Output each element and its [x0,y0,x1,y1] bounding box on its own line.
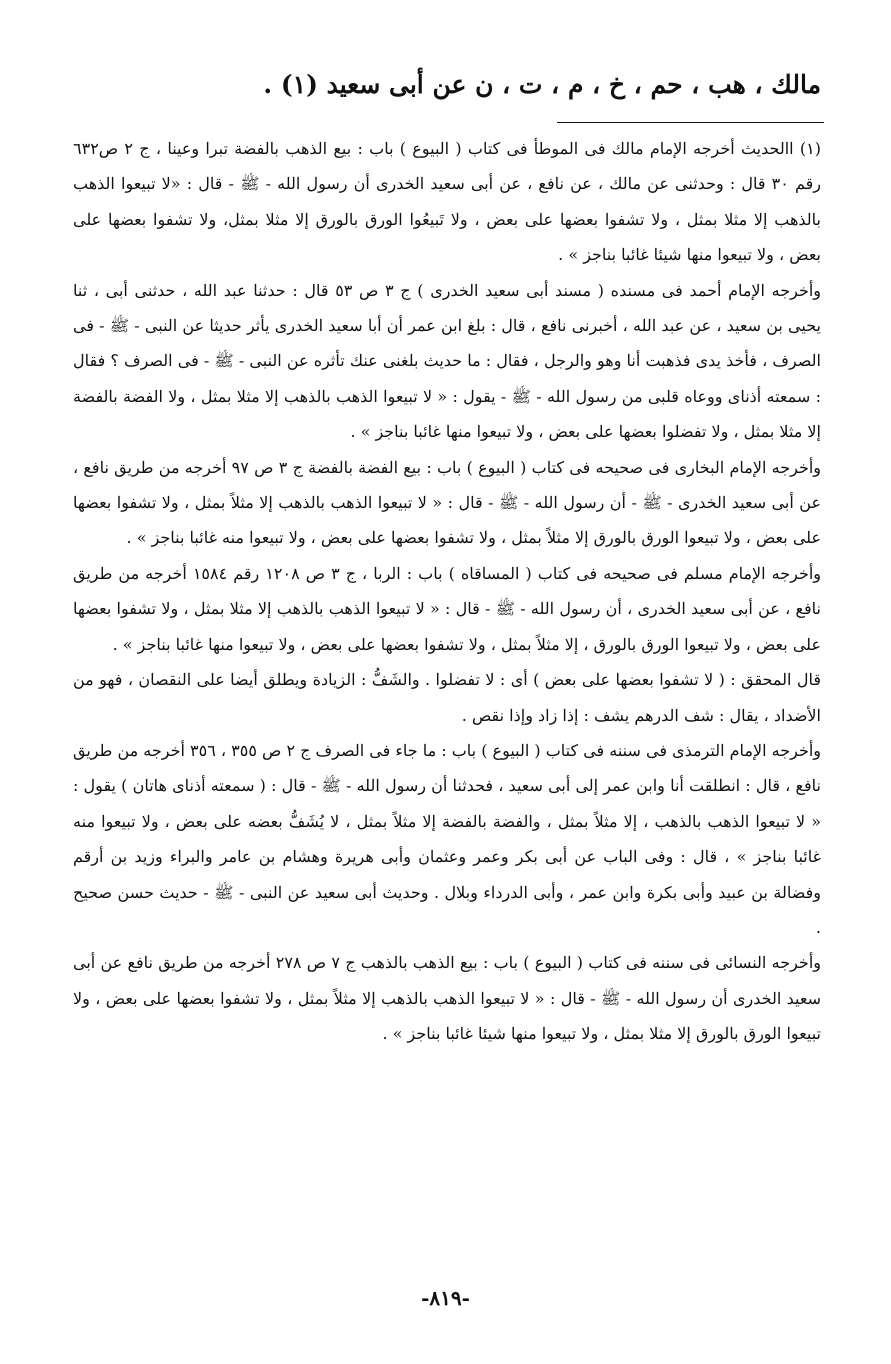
footnote-body [73,131,821,1052]
footnote-paragraph-malik: (١) االحديث أخرجه الإمام مالك فى الموطأ فى كتاب ( البيوع ) باب : بيع الذهب بالفضة تبرا وعينا ، ج ٢ ص٦٣٢ رقم ٣٠ قال : وحدثنى عن مالك ، عن نافع ، عن أبى سعيد الخدرى أن رسول الله - ﷺ - قال : «لا تبيعوا الذهب بالذهب إلا مثلا بمثل ، ولا تشفوا بعضها على بعض ، ولا تَبيعُوا الورق بالورق إلا مثلا بمثل، ولا تشفوا بعضها على بعض ، ولا تبيعوا منها شيئا غائبا بناجز » . [73,139,822,265]
footnote-paragraph-tirmidhi: وأخرجه الإمام الترمذى فى سننه فى كتاب ( البيوع ) باب : ما جاء فى الصرف ج ٢ ص ٣٥٥ ، ٣٥٦ أخرجه من طريق نافع ، قال : انطلقت أنا وابن عمر إلى أبى سعيد ، فحدثنا أن رسول الله - ﷺ - قال : ( سمعته أذناى هاتان ) يقول : « لا تبيعوا الذهب بالذهب ، إلا مثلاً بمثل ، والفضة بالفضة إلا مثلاً بمثل ، لا يُشَفُّ بعضه على بعض ، ولا تبيعوا منه غائبا بناجز » ، قال : وفى الباب عن أبى بكر وعمر وعثمان وأبى هريرة وهشام بن عامر والبراء وزيد بن أرقم وفضالة بن عبيد وأبى بكرة وابن عمر ، وأبى الدرداء وبلال . وحديث أبى سعيد عن النبى - ﷺ - حديث حسن صحيح . [73,740,822,937]
footnote-paragraph-nasai: وأخرجه النسائى فى سننه فى كتاب ( البيوع ) باب : بيع الذهب بالذهب ج ٧ ص ٢٧٨ أخرجه من طريق نافع عن أبى سعيد الخدرى أن رسول الله - ﷺ - قال : « لا تبيعوا الذهب بالذهب إلا مثلاً بمثل ، ولا تشفوا بعضها على بعض ، ولا تبيعوا الورق بالورق إلا مثلا بمثل ، ولا تبيعوا منها شيئا غائبا بناجز » . [73,953,821,1044]
page-number: -٨١٩- [421,1286,470,1310]
footnote-separator-rule [557,122,824,123]
footnote-paragraph-bukhari: وأخرجه الإمام البخارى فى صحيحه فى كتاب ( البيوع ) باب : بيع الفضة بالفضة ج ٣ ص ٩٧ أخرجه من طريق نافع ، عن أبى سعيد الخدرى - ﷺ - أن رسول الله - ﷺ - قال : « لا تبيعوا الذهب بالذهب إلا مثلاً بمثل ، ولا تشفوا بعضها على بعض ، ولا تبيعوا الورق بالورق إلا مثلاً بمثل ، ولا تشفوا بعضها على بعض ، ولا تبيعوا منه غائبا بناجز » . [73,457,822,548]
footnote-paragraph-muslim: وأخرجه الإمام مسلم فى صحيحه فى كتاب ( المساقاه ) باب : الربا ، ج ٣ ص ١٢٠٨ رقم ١٥٨٤ أخرجه من طريق نافع ، عن أبى سعيد الخدرى ، أن رسول الله - ﷺ - قال : « لا تبيعوا الذهب بالذهب إلا مثلا بمثل ، ولا تشفوا بعضها على بعض ، ولا تبيعوا الورق بالورق ، إلا مثلاً بمثل ، ولا تشفوا بعضها على بعض ، ولا تبيعوا منها غائبا بناجز » . [73,563,822,654]
footnote-paragraph-ahmad: وأخرجه الإمام أحمد فى مسنده ( مسند أبى سعيد الخدرى ) ج ٣ ص ٥٣ قال : حدثنا عبد الله ، حدثنى أبى ، ثنا يحيى بن سعيد ، عن عبد الله ، أخبرنى نافع ، قال : بلغ ابن عمر أن أبا سعيد الخدرى يأثر حديثا عن النبى - ﷺ - فى الصرف ، فأخذ يدى فذهبت أنا وهو والرجل ، فقال : ما حديث بلغنى عنك تأثره عن النبى - ﷺ - فى الصرف ؟ فقال : سمعته أذناى ووعاه قلبى من رسول الله - ﷺ - يقول : « لا تبيعوا الذهب بالذهب إلا مثلا بمثل ، ولا الفضة بالفضة إلا مثلا بمثل ، ولا تفضلوا بعضها على بعض ، ولا تبيعوا منها غائبا بناجز » . [73,280,822,442]
footnote-paragraph-editor-note: قال المحقق : ( لا تشفوا بعضها على بعض ) أى : لا تفضلوا . والشَفُّ : الزيادة ويطلق أيضا على النقصان ، فهو من الأضداد ، يقال : شف الدرهم يشف : إذا زاد وإذا نقص . [73,670,821,725]
main-text-heading: مالك ، هب ، حم ، خ ، م ، ت ، ن عن أبى سعيد (١) . [263,70,821,99]
